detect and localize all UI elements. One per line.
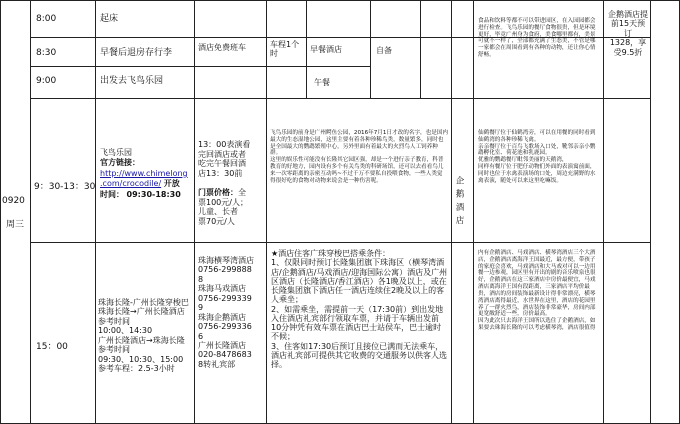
park-info [100,148,192,200]
hotel-comparison-note: 内有企鹅酒店、马戏酒店、横琴湾酒店三个大酒店，企鹅酒店离海洋王国最近，最方便，带孩子的家庭会喜欢，马戏酒店和大马戏对可以一边用餐一边参观，园区里有开出的剧的音乐喷泉也很好，企鹅酒店在这三家酒店中房价最便宜，马戏酒店离海洋王国有段距离，三家酒店平均价最贵，酒店的房间装饰最新设计得非常漂亮，横琴湾酒店离得最近，水世界在这里，酒店的花园里养了一群火烈鸟，酒店装饰非常豪华，房间内部更宽敞舒适一些，房价最高。 因为此次只去海洋王国所以选住了企鹅酒店，如果要去珠海长隆的可以考虑横琴湾，酒店很值得 [478,250,596,331]
shuttle-route: 珠海长隆-广州长隆穿梭巴 珠海长隆→广州长隆酒店 参考时间 10:00、14:30 广州长隆酒店→珠海长隆 参考时间 09:30、10:30、15:00 参考车程：2.5-3小时 [98,298,189,374]
show-price-cell [198,140,264,226]
park-link[interactable]: http://www.chimelong [100,168,188,178]
price-label: 门票价格： [198,187,238,197]
time-cell: 9:00 [36,76,57,86]
booking-note: 企鹅酒店提前15天预订 1328，享受9.5折 [608,10,648,57]
hotel-name: 企 鹅 酒 店 [454,176,465,226]
park-name: 飞鸟乐园 [100,148,132,157]
date-label: 0920 [2,196,25,206]
time-cell: 8:30 [36,48,57,58]
activity-cell: 起床 [100,14,119,24]
food-note: 食品和饮料等都不可以带进园区，在入园园都会进行检查。飞鸟乐园的餐厅食物很贵，但是环境更好，毕竟广州身为食府，美食哪里都有，美景可就不一样了，全部都充满了生态美，不管是哪一家都会在周围看到有各种的动物，还让你心情舒畅。 [478,18,596,59]
site-label: 官方链接： [100,158,140,168]
activity-cell: 出发去飞鸟乐园 [100,76,164,86]
park-link[interactable]: .com/crocodile/ [100,179,162,189]
dining-name-cell: 早餐酒店 [310,45,342,54]
show-note: 13：00表演看 完回酒店或者 吃完午餐回酒 店13：30前 [198,140,251,178]
hours-value: 09:30-18:30 [126,189,181,199]
shuttle-conditions: ★酒店住客广珠穿梭巴搭乘条件： 1、仅限同时预订长隆集团旗下珠海区（横琴湾酒店/企鹅酒店/马戏酒店/迎海国际公寓）酒店及广州区酒店（长隆酒店/香江酒店）各1晚及以上，或在长隆集团旗下酒店任一酒店连续住2晚及以上的客人乘坐； 2、如需乘坐，需提前一天（17:30前）到出发地入住酒店礼宾部行领取车票，并请于车辆出发前10分钟凭有效车票在酒店巴士站侯车，巴士逾时不候； 3、住客如17:30后预订且接位已满而无法乘车，酒店礼宾部可提供其它收费的交通服务以供客人选择。 [271,249,448,370]
hours-label: 开放 时间： [100,179,180,199]
activity-cell: 早餐后退房存行李 [100,48,173,58]
ride-duration-cell: 车程1个 时 [270,40,300,59]
shuttle-cell: 酒店免费班车 [198,43,246,52]
park-description: 飞鸟乐园的前身是广州鳄鱼公园，2016年7月1日才改的名字，也是国内最大的生态湿地公园，这里主要有着各种珍稀鸟类，数量繁多，同时也是全国最大的鹦鹉繁殖中心，另外里面有着最大的火烈鸟人工饲养种群。 这里的娱乐性可能没有长隆其它园区强，却是一个进行亲子教育，科普教育的好地方，园内设有多个有关鸟类的科研场馆，还可以去看看鸟儿来一次零距离的亲密互动吗~不过千万不要私自投喂食物，一些人类觉得很好吃的食物对动物来说会是一种伤害呢。 [270,130,448,184]
restaurant-note: 仙鹤餐厅位于仙鹤湾旁，可以在用餐的同时看到仙鹤湾的各种珍稀飞禽。 亲亲餐厅位于百鸟飞歌场入口处，靴邻亲亲小鹦鹉孵化室、荷花池和乳鹿园。 优雅的鹦鹉餐厅毗邻美丽的天鹅湾， 同样有餐厅位于肥仔动物们外面的表演寓前面，同时也位于水禽表演场的口处，周边充满野的水禽表演，随处可以来这里吃嘛饭。 [478,130,596,184]
weekday-label: 周三 [6,220,25,230]
dining-type-cell: 自备 [376,46,392,55]
time-cell: 15：00 [36,342,68,352]
price-value: 全 票100元/人； 儿童、长者 票70元/人 [198,187,248,226]
time-cell: 9：30-13：30 [34,182,96,192]
time-cell: 8:00 [36,14,57,24]
hotel-phones: 珠海横琴湾酒店 0756-299888 8 珠海马戏酒店 0756-299339 9 珠海企鹅酒店 0756-299336 6 广州长隆酒店 020-8478683 8转礼宾部 [198,256,254,369]
meal-cell: 午餐 [314,78,330,87]
